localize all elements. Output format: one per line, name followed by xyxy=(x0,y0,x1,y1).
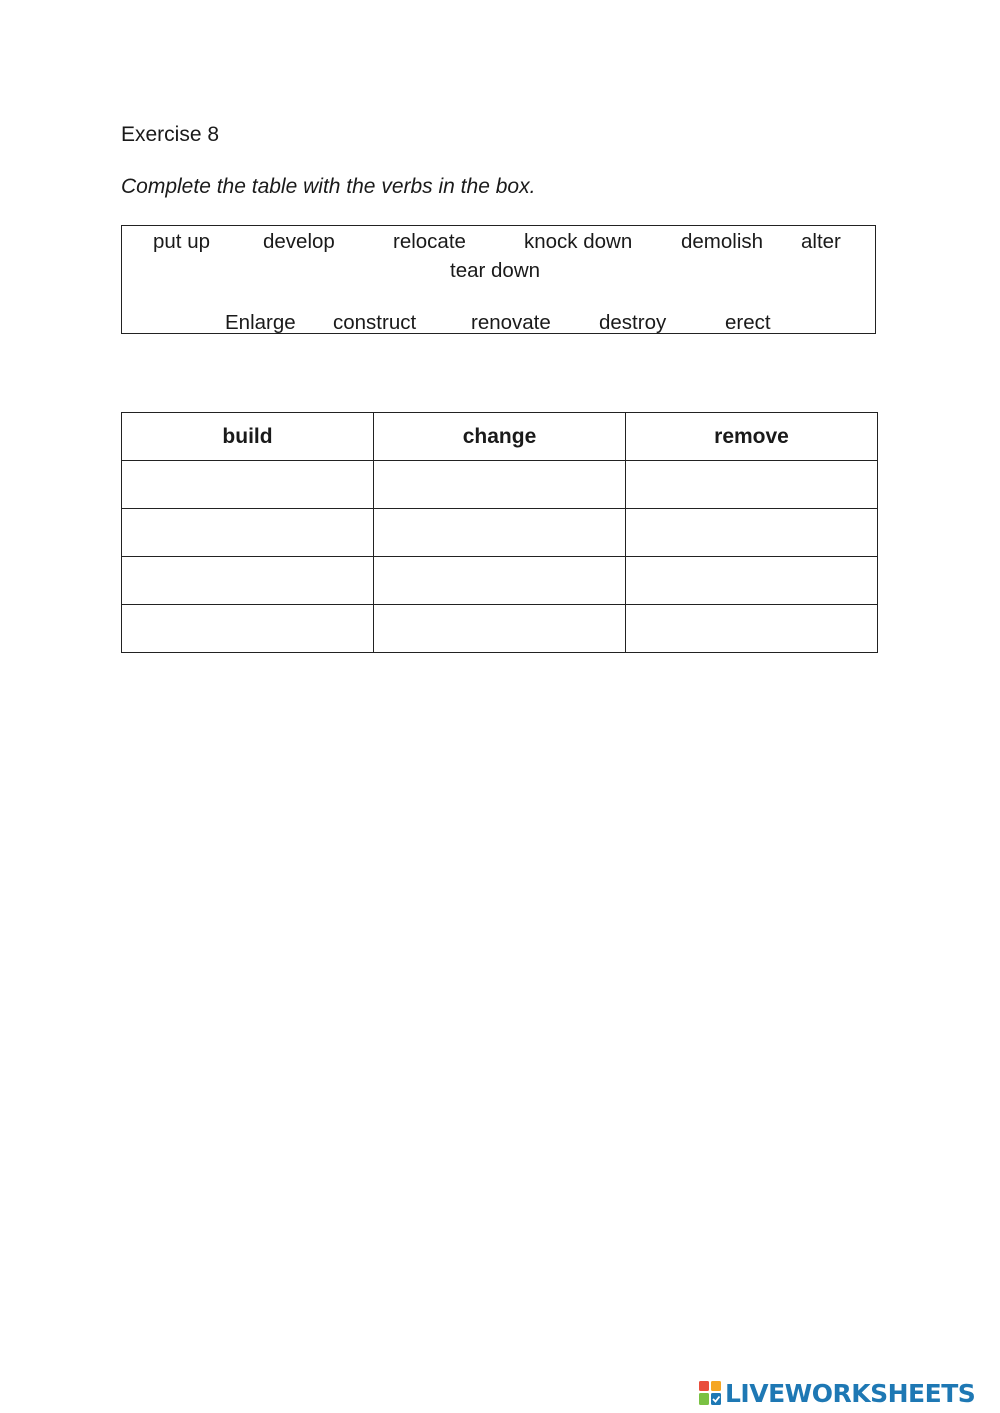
verb-category-table xyxy=(121,412,878,653)
instruction-text: Complete the table with the verbs in the box. xyxy=(121,175,536,198)
column-header-remove: remove xyxy=(626,413,878,461)
table-row xyxy=(122,605,878,653)
answer-cell[interactable] xyxy=(374,557,626,605)
word-tear-down: tear down xyxy=(450,259,541,282)
answer-cell[interactable] xyxy=(374,509,626,557)
exercise-title: Exercise 8 xyxy=(121,123,220,146)
table-row xyxy=(122,461,878,509)
column-header-build: build xyxy=(122,413,374,461)
word-enlarge: Enlarge xyxy=(225,311,296,334)
liveworksheets-logo-icon xyxy=(698,1380,722,1406)
table-row xyxy=(122,509,878,557)
answer-cell[interactable] xyxy=(626,461,878,509)
word-box xyxy=(121,225,876,334)
answer-cell[interactable] xyxy=(122,509,374,557)
word-destroy: destroy xyxy=(599,311,667,334)
word-relocate: relocate xyxy=(393,230,466,253)
word-construct: construct xyxy=(333,311,417,334)
answer-cell[interactable] xyxy=(122,605,374,653)
column-header-change: change xyxy=(374,413,626,461)
word-alter: alter xyxy=(801,230,841,253)
answer-cell[interactable] xyxy=(626,605,878,653)
word-put-up: put up xyxy=(153,230,210,253)
table-row xyxy=(122,557,878,605)
answer-cell[interactable] xyxy=(374,605,626,653)
word-knock-down: knock down xyxy=(524,230,633,253)
table-header-row xyxy=(122,413,878,461)
liveworksheets-logo xyxy=(698,1378,975,1408)
word-develop: develop xyxy=(263,230,335,253)
answer-cell[interactable] xyxy=(122,557,374,605)
word-renovate: renovate xyxy=(471,311,551,334)
answer-cell[interactable] xyxy=(626,557,878,605)
word-erect: erect xyxy=(725,311,771,334)
answer-cell[interactable] xyxy=(626,509,878,557)
word-demolish: demolish xyxy=(681,230,764,253)
logo-text: LIVEWORKSHEETS xyxy=(725,1378,976,1408)
answer-cell[interactable] xyxy=(374,461,626,509)
answer-cell[interactable] xyxy=(122,461,374,509)
